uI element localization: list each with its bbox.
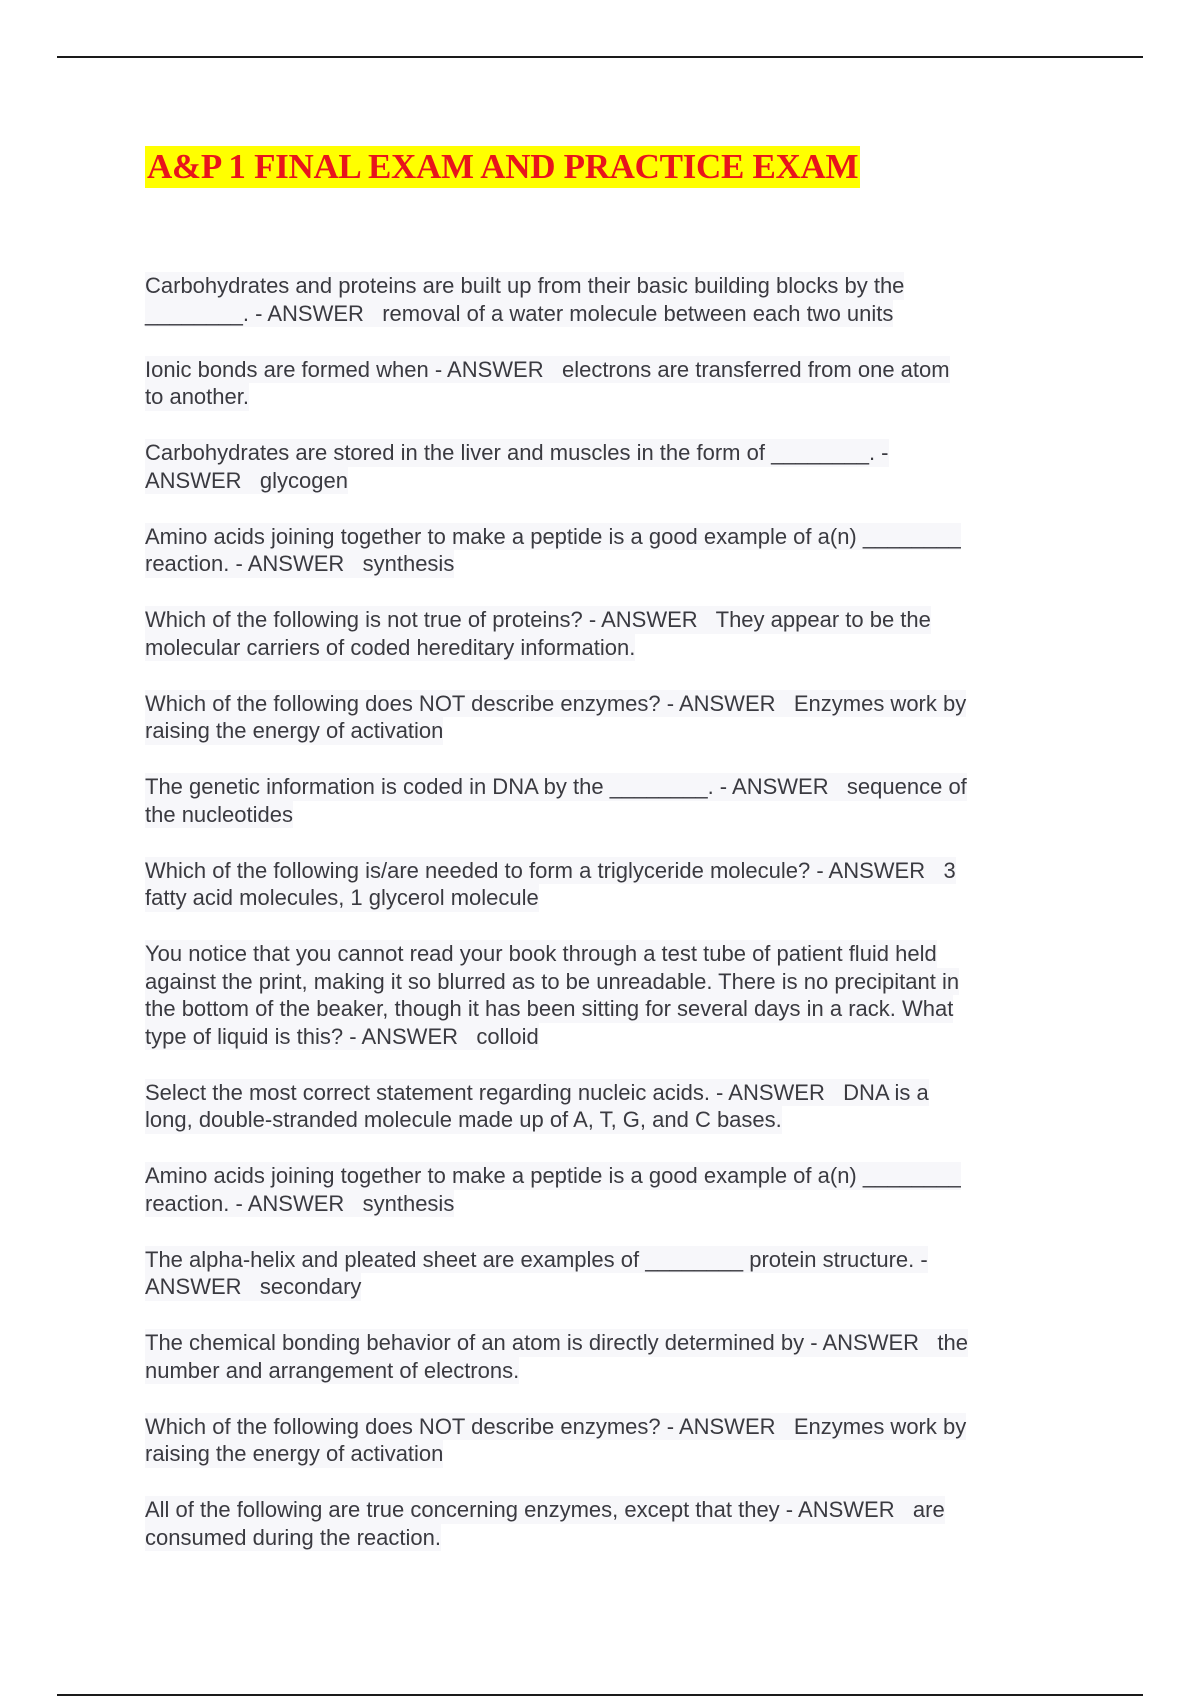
qa-line: the bottom of the beaker, though it has been sitting for several days in a rack. What: [145, 996, 954, 1021]
qa-item: [145, 773, 1065, 828]
qa-item: [145, 857, 1065, 912]
qa-line: You notice that you cannot read your book through a test tube of patient fluid held: [145, 941, 937, 966]
qa-item: [145, 439, 1065, 494]
qa-line: consumed during the reaction.: [145, 1524, 441, 1550]
qa-line: All of the following are true concerning enzymes, except that they - ANSWER are: [145, 1497, 945, 1522]
bottom-rule: [57, 1694, 1143, 1696]
qa-line: Carbohydrates are stored in the liver and muscles in the form of ________. -: [145, 440, 889, 465]
qa-item: [145, 1079, 1065, 1134]
qa-line: Select the most correct statement regarding nucleic acids. - ANSWER DNA is a: [145, 1079, 929, 1105]
qa-line: The genetic information is coded in DNA by the ________. - ANSWER sequence of: [145, 774, 967, 799]
qa-line: Carbohydrates and proteins are built up from their basic building blocks by the: [145, 273, 905, 298]
qa-line: The alpha-helix and pleated sheet are examples of ________ protein structure. -: [145, 1246, 928, 1272]
qa-line: the nucleotides: [145, 801, 293, 827]
question-answer-list: [145, 272, 1065, 1580]
qa-line: The chemical bonding behavior of an atom is directly determined by - ANSWER the: [145, 1330, 968, 1355]
qa-item: [145, 1162, 1065, 1217]
qa-line: Ionic bonds are formed when - ANSWER electrons are transferred from one atom: [145, 356, 950, 382]
qa-item: [145, 356, 1065, 411]
qa-item: [145, 606, 1065, 661]
qa-item: [145, 690, 1065, 745]
qa-item: [145, 523, 1065, 578]
qa-line: raising the energy of activation: [145, 1441, 444, 1466]
qa-line: Which of the following does NOT describe enzymes? - ANSWER Enzymes work by: [145, 1413, 967, 1439]
qa-item: [145, 1413, 1065, 1468]
qa-item: [145, 272, 1065, 327]
qa-line: ANSWER glycogen: [145, 467, 348, 493]
qa-line: Amino acids joining together to make a peptide is a good example of a(n) ________: [145, 1163, 961, 1188]
qa-item: [145, 1329, 1065, 1384]
qa-line: number and arrangement of electrons.: [145, 1357, 520, 1383]
qa-line: ________. - ANSWER removal of a water molecule between each two units: [145, 300, 894, 326]
document-title: A&P 1 FINAL EXAM AND PRACTICE EXAM: [147, 147, 859, 186]
qa-line: fatty acid molecules, 1 glycerol molecule: [145, 885, 539, 910]
qa-line: reaction. - ANSWER synthesis: [145, 551, 455, 576]
qa-line: to another.: [145, 384, 249, 409]
title-block: [145, 146, 860, 188]
top-rule: [57, 56, 1143, 58]
qa-line: Which of the following is not true of proteins? - ANSWER They appear to be the: [145, 607, 931, 632]
qa-line: Which of the following is/are needed to form a triglyceride molecule? - ANSWER 3: [145, 857, 956, 883]
qa-item: [145, 1496, 1065, 1551]
qa-item: [145, 1246, 1065, 1301]
qa-line: against the print, making it so blurred as to be unreadable. There is no precipitant in: [145, 968, 960, 994]
qa-item: [145, 940, 1065, 1050]
qa-line: long, double-stranded molecule made up of A, T, G, and C bases.: [145, 1107, 782, 1132]
qa-line: ANSWER secondary: [145, 1274, 362, 1299]
qa-line: raising the energy of activation: [145, 718, 444, 743]
qa-line: Amino acids joining together to make a peptide is a good example of a(n) ________: [145, 523, 961, 549]
qa-line: type of liquid is this? - ANSWER colloid: [145, 1023, 539, 1049]
qa-line: reaction. - ANSWER synthesis: [145, 1190, 455, 1216]
qa-line: Which of the following does NOT describe enzymes? - ANSWER Enzymes work by: [145, 690, 967, 716]
qa-line: molecular carriers of coded hereditary information.: [145, 634, 636, 660]
